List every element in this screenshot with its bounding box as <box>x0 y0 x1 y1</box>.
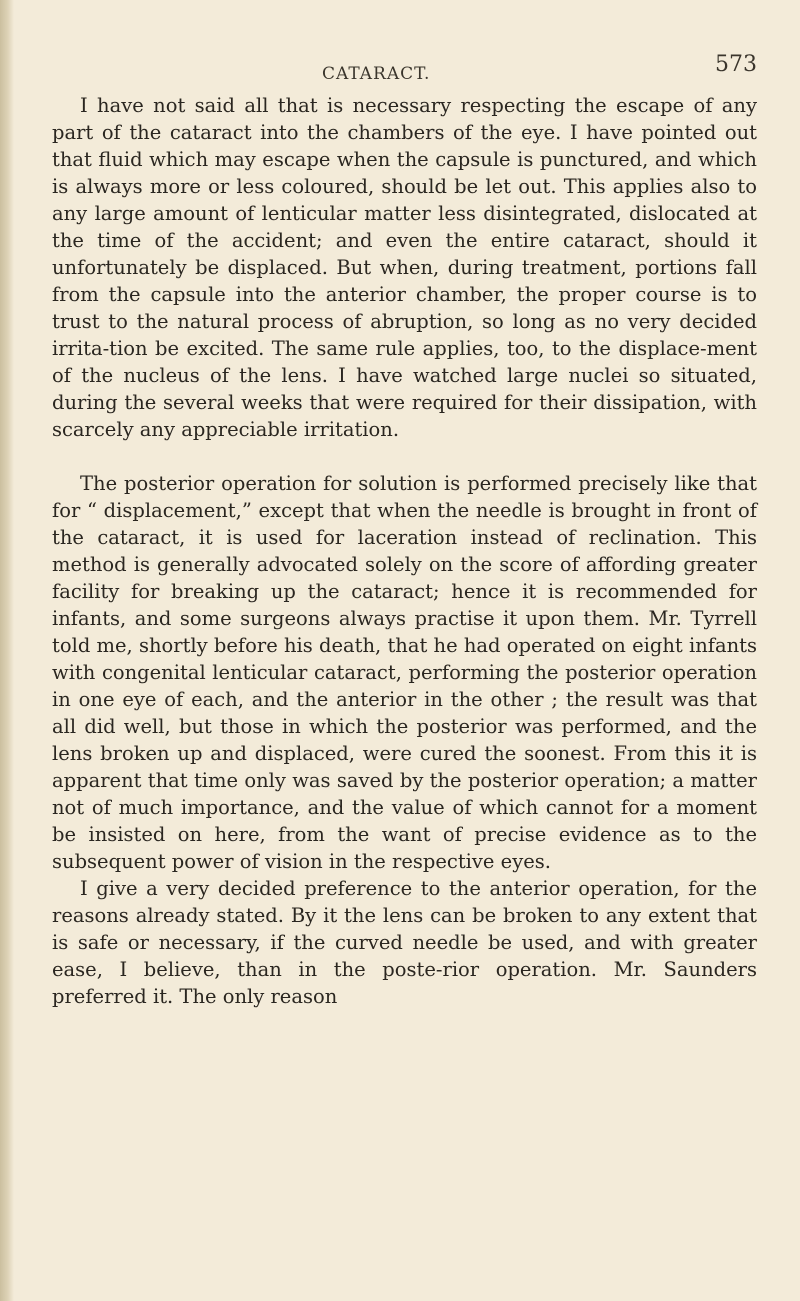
page-gutter-shadow <box>0 0 14 1301</box>
paragraph-2: The posterior operation for solution is performed precisely like that for “ displacement,” except that when the needle is brought in front of the cataract, it is used for laceration instead of reclination. This method is generally advocated solely on the score of affording greater facility for breaking up the cataract; hence it is recommended for infants, and some surgeons always practise it upon them. Mr. Tyrrell told me, shortly before his death, that he had operated on eight infants with congenital lenticular cataract, performing the posterior operation in one eye of each, and the anterior in the other ; the result was that all did well, but those in which the posterior was performed, and the lens broken up and displaced, were cured the soonest. From this it is apparent that time only was saved by the posterior operation; a matter not of much importance, and the value of which cannot for a moment be insisted on here, from the want of precise evidence as to the subsequent power of vision in the respective eyes. <box>52 472 757 873</box>
paragraph-3: I give a very decided preference to the anterior operation, for the reasons already stated. By it the lens can be broken to any extent that is safe or necessary, if the curved needle be used, and with greater ease, I believe, than in the poste-rior operation. Mr. Saunders preferred it. The only reason <box>52 877 757 1008</box>
running-title: CATARACT. <box>322 64 431 84</box>
running-header <box>52 52 757 92</box>
paragraph-1: I have not said all that is necessary respecting the escape of any part of the cataract into the chambers of the eye. I have pointed out that fluid which may escape when the capsule is punctured, and which is always more or less coloured, should be let out. This applies also to any large amount of lenticular matter less disintegrated, dislocated at the time of the accident; and even the entire cataract, should it unfortunately be displaced. But when, during treatment, portions fall from the capsule into the anterior chamber, the proper course is to trust to the natural process of abruption, so long as no very decided irrita-tion be excited. The same rule applies, too, to the displace-ment of the nucleus of the lens. I have watched large nuclei so situated, during the several weeks that were required for their dissipation, with scarcely any appreciable irritation. <box>52 94 757 441</box>
page-number: 573 <box>715 52 757 77</box>
body-text <box>52 92 757 1010</box>
book-page <box>52 52 757 1010</box>
